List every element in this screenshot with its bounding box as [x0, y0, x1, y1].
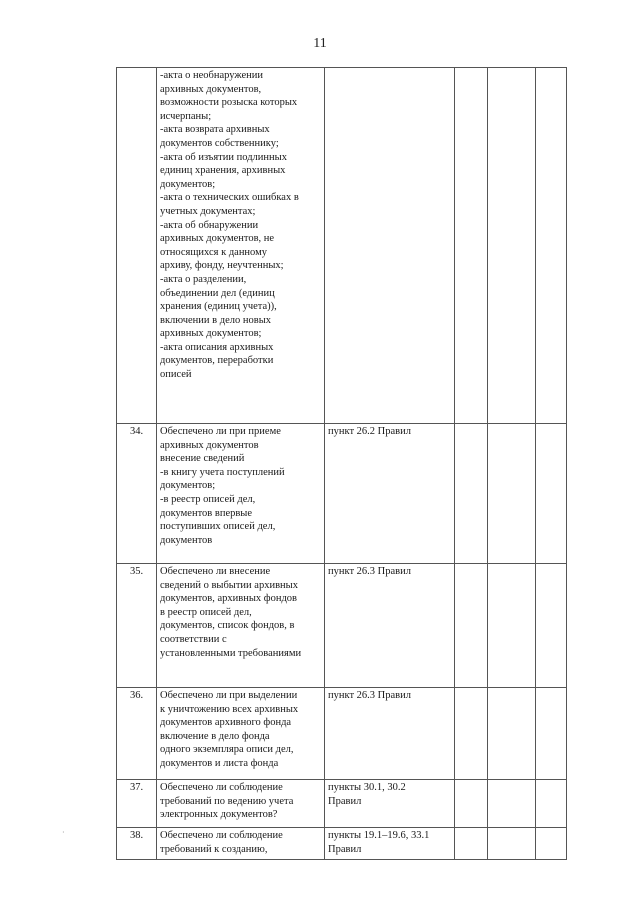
question-line: хранения (единиц учета)), — [160, 301, 277, 313]
row-number-cell: 37. — [117, 780, 157, 828]
answer-no-cell — [488, 424, 536, 564]
row-number-cell: 38. — [117, 828, 157, 860]
question-line: одного экземпляра описи дел, — [160, 744, 294, 756]
question-line: требований к созданию, — [160, 843, 268, 855]
question-line: сведений о выбытии архивных — [160, 579, 298, 591]
question-line: документов впервые — [160, 507, 253, 519]
table-row — [117, 68, 567, 424]
reference-line: пункт 26.3 Правил — [328, 566, 411, 577]
question-line: документов; — [160, 178, 216, 190]
answer-yes-cell — [455, 564, 488, 688]
reference-line: Правил — [328, 795, 362, 807]
question-cell — [157, 780, 325, 828]
table-row — [117, 564, 567, 688]
checklist-table — [116, 67, 567, 860]
note-cell — [536, 68, 567, 424]
question-line: -акта об обнаружении — [160, 219, 259, 231]
table-row — [117, 828, 567, 860]
question-line: к уничтожению всех архивных — [160, 703, 299, 715]
reference-cell — [325, 688, 455, 780]
question-cell — [157, 564, 325, 688]
row-number-cell: 34. — [117, 424, 157, 564]
question-line: архивных документов — [160, 439, 259, 451]
answer-yes-cell — [455, 68, 488, 424]
checklist-table-body — [117, 68, 567, 860]
question-line: Обеспечено ли при выделении — [160, 690, 298, 701]
note-cell — [536, 688, 567, 780]
question-line: в реестр описей дел, — [160, 606, 252, 618]
question-line: возможности розыска которых — [160, 97, 298, 109]
answer-no-cell — [488, 828, 536, 860]
question-line: Обеспечено ли внесение — [160, 566, 271, 577]
reference-cell — [325, 68, 455, 424]
answer-no-cell — [488, 688, 536, 780]
answer-yes-cell — [455, 780, 488, 828]
question-line: архивных документов, — [160, 83, 262, 95]
table-row — [117, 780, 567, 828]
reference-cell — [325, 424, 455, 564]
answer-yes-cell — [455, 424, 488, 564]
answer-no-cell — [488, 68, 536, 424]
reference-cell — [325, 828, 455, 860]
question-line: учетных документах; — [160, 205, 256, 217]
question-line: включении в дело новых — [160, 314, 271, 326]
row-number-cell — [117, 68, 157, 424]
reference-line: пункты 30.1, 30.2 — [328, 782, 406, 793]
question-line: -в реестр описей дел, — [160, 493, 256, 505]
note-cell — [536, 780, 567, 828]
question-line: документов, архивных фондов — [160, 593, 297, 605]
question-line: Обеспечено ли соблюдение — [160, 782, 283, 793]
question-line: Обеспечено ли соблюдение — [160, 830, 283, 841]
question-line: установленными требованиями — [160, 647, 302, 659]
question-line: электронных документов? — [160, 809, 278, 821]
question-line: документов; — [160, 480, 216, 492]
question-line: -акта о разделении, — [160, 273, 247, 285]
question-line: -акта описания архивных — [160, 341, 274, 353]
reference-line: пункты 19.1–19.6, 33.1 — [328, 830, 430, 841]
question-line: документов архивного фонда — [160, 717, 292, 729]
note-cell — [536, 424, 567, 564]
question-line: документов — [160, 534, 213, 546]
reference-line: пункт 26.2 Правил — [328, 426, 411, 437]
question-cell — [157, 828, 325, 860]
reference-cell — [325, 564, 455, 688]
question-cell — [157, 68, 325, 424]
page-number: 11 — [313, 36, 327, 51]
reference-line: пункт 26.3 Правил — [328, 690, 411, 701]
question-cell — [157, 424, 325, 564]
question-line: -акта возврата архивных — [160, 124, 270, 136]
question-line: архиву, фонду, неучтенных; — [160, 260, 284, 272]
question-cell — [157, 688, 325, 780]
question-line: архивных документов, не — [160, 233, 275, 245]
question-line: Обеспечено ли при приеме — [160, 426, 281, 437]
question-line: документов собственнику; — [160, 137, 279, 149]
scan-speck: · — [62, 828, 65, 837]
question-line: внесение сведений — [160, 453, 245, 465]
question-line: документов и листа фонда — [160, 757, 279, 769]
question-line: описей — [160, 369, 192, 381]
note-cell — [536, 564, 567, 688]
question-line: относящихся к данному — [160, 246, 267, 258]
question-line: соответствии с — [160, 633, 227, 645]
question-line: -акта о необнаружении — [160, 70, 264, 81]
question-line: -в книгу учета поступлений — [160, 466, 285, 478]
row-number-cell: 35. — [117, 564, 157, 688]
reference-line: Правил — [328, 843, 362, 855]
question-line: документов, переработки — [160, 355, 274, 367]
question-line: исчерпаны; — [160, 110, 212, 122]
answer-yes-cell — [455, 828, 488, 860]
question-line: -акта о технических ошибках в — [160, 192, 299, 204]
question-line: архивных документов; — [160, 328, 262, 340]
question-line: включение в дело фонда — [160, 730, 270, 742]
answer-no-cell — [488, 780, 536, 828]
question-line: поступивших описей дел, — [160, 521, 276, 533]
table-row — [117, 688, 567, 780]
row-number-cell: 36. — [117, 688, 157, 780]
question-line: единиц хранения, архивных — [160, 165, 286, 177]
answer-yes-cell — [455, 688, 488, 780]
note-cell — [536, 828, 567, 860]
question-line: документов, список фондов, в — [160, 620, 295, 632]
question-line: требований по ведению учета — [160, 795, 294, 807]
table-row — [117, 424, 567, 564]
answer-no-cell — [488, 564, 536, 688]
reference-cell — [325, 780, 455, 828]
question-line: объединении дел (единиц — [160, 287, 275, 299]
question-line: -акта об изъятии подлинных — [160, 151, 287, 163]
